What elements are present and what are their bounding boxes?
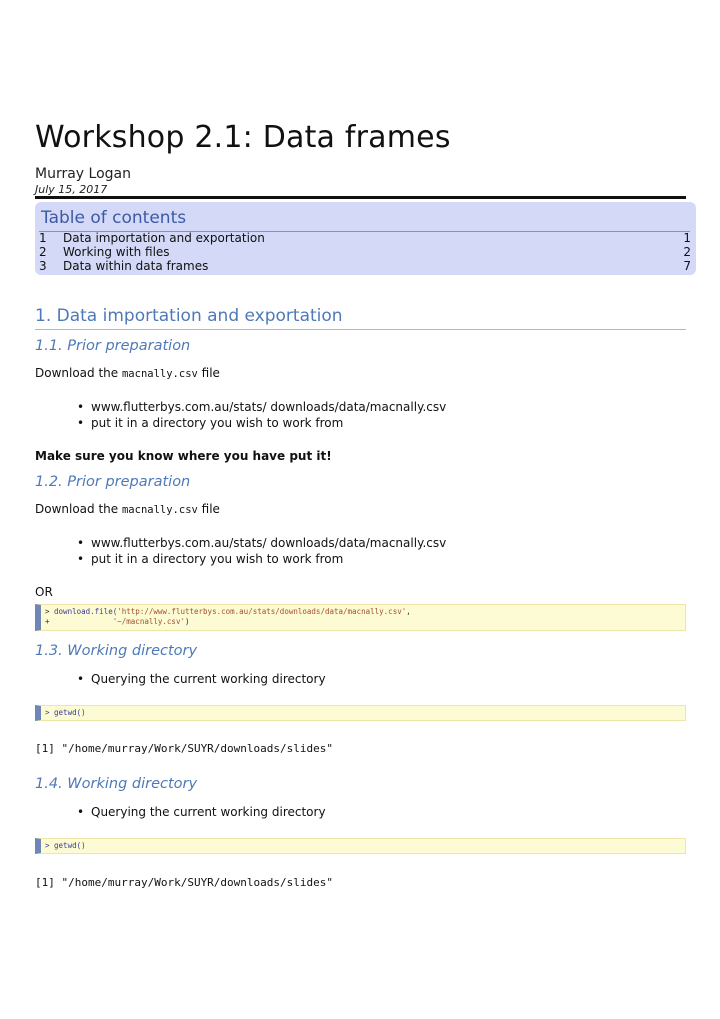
toc-heading: Table of contents [41, 208, 187, 228]
toc-item-2[interactable] [39, 245, 691, 260]
toc-item-label: Working with files [63, 245, 170, 259]
bullet-list [77, 671, 326, 687]
code-block[interactable] [35, 604, 686, 631]
list-item: • Querying the current working directory [77, 672, 326, 686]
subsection-heading: 1.2. Prior preparation [35, 474, 191, 490]
subsection-heading: 1.1. Prior preparation [35, 338, 191, 354]
intro-text [35, 366, 220, 380]
toc-item-label: Data importation and exportation [63, 231, 265, 245]
intro-post: file [197, 366, 220, 380]
list-item: • put it in a directory you wish to work from [77, 416, 344, 430]
section-rule [35, 329, 686, 330]
list-item: • put it in a directory you wish to work from [77, 552, 344, 566]
filename-code: macnally.csv [121, 504, 198, 516]
subsection-heading: 1.3. Working directory [35, 643, 198, 659]
table-of-contents [35, 202, 696, 275]
console-output: [1] "/home/murray/Work/SUYR/downloads/slides" [35, 742, 334, 755]
bullet-list [77, 399, 446, 431]
code-line: > getwd() [45, 841, 86, 850]
date: July 15, 2017 [35, 183, 108, 196]
toc-item-page: 2 [683, 245, 691, 259]
toc-item-page: 1 [683, 231, 691, 245]
intro-pre: Download the [35, 366, 122, 380]
toc-item-number: 1 [39, 231, 47, 245]
title-rule [35, 196, 686, 199]
toc-item-3[interactable] [39, 259, 691, 274]
note-text: Make sure you know where you have put it! [35, 449, 332, 463]
or-text: OR [35, 585, 53, 599]
bullet-list [77, 804, 326, 820]
toc-item-number: 2 [39, 245, 47, 259]
filename-code: macnally.csv [121, 368, 198, 380]
toc-item-1[interactable] [39, 231, 691, 246]
list-item: • www.flutterbys.com.au/stats/ downloads/data/macnally.csv [77, 400, 447, 414]
list-item: • Querying the current working directory [77, 805, 326, 819]
console-output: [1] "/home/murray/Work/SUYR/downloads/slides" [35, 876, 334, 889]
code-line: > download.file('http://www.flutterbys.com.au/stats/downloads/data/macnally.csv', [45, 607, 411, 616]
code-block[interactable] [35, 705, 686, 721]
toc-item-page: 7 [683, 259, 691, 273]
code-block[interactable] [35, 838, 686, 854]
subsection-heading: 1.4. Working directory [35, 776, 198, 792]
list-item: • www.flutterbys.com.au/stats/ downloads/data/macnally.csv [77, 536, 447, 550]
intro-text [35, 502, 220, 516]
toc-item-label: Data within data frames [63, 259, 209, 273]
section-heading: 1. Data importation and exportation [35, 306, 343, 326]
intro-pre: Download the [35, 502, 122, 516]
page-title: Workshop 2.1: Data frames [35, 120, 451, 155]
toc-item-number: 3 [39, 259, 47, 273]
bullet-list [77, 535, 446, 567]
author: Murray Logan [35, 166, 131, 182]
code-line: + '~/macnally.csv') [45, 617, 190, 626]
code-line: > getwd() [45, 708, 86, 717]
intro-post: file [197, 502, 220, 516]
